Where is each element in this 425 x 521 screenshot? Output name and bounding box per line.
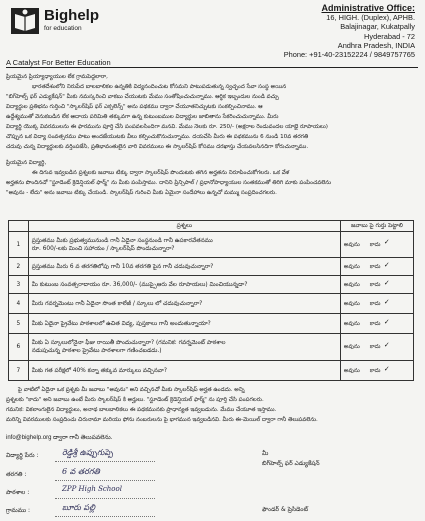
footer-line: పై వాటిలో ఏదైనా ఒక ప్రశ్నకు మీ జవాబు "అవును" అని వచ్చినచో మీకు స్కాలర్‌షిప్ అర్హత ఉండదు. అన్ని xyxy=(18,387,245,393)
row-number: 6 xyxy=(9,334,29,361)
book-logo-icon xyxy=(10,6,40,36)
student-name-value[interactable]: రెడ్డిశ్రీ ఉప్పుగుప్పె xyxy=(62,448,113,457)
row-answer[interactable] xyxy=(340,314,413,334)
row-answer[interactable] xyxy=(340,232,413,258)
school-line xyxy=(55,498,155,499)
student-paragraph xyxy=(6,158,416,198)
question-line: మీకు గత పరీక్షలో 40% కన్నా తక్కువ మార్కులు వచ్చినవా? xyxy=(31,367,167,374)
footer-line: గమనిక: వికలాంగులైన విద్యార్థులు, అనాథ బాలబాలికలు ఈ పథకమునకు ప్రాధాన్యత ఇవ్వబడును. మేము చేయూత ఇస్తాము. xyxy=(6,407,277,413)
row-number: 1 xyxy=(9,232,29,258)
yes-option[interactable]: అవును xyxy=(343,263,360,270)
header-divider xyxy=(6,67,418,68)
row-question xyxy=(28,232,340,258)
header-num-cell xyxy=(9,221,29,232)
school-label: పాఠశాల : xyxy=(6,489,30,496)
student-salutation: ప్రియమైన విద్యార్థి, xyxy=(6,160,47,166)
no-option[interactable]: కాదు xyxy=(369,367,381,374)
row-question xyxy=(28,294,340,314)
question-line: రూ. 600/-లకు మించి సహాయం / స్కాలర్‌షిప్ పొందుచున్నారా? xyxy=(31,245,175,252)
question-line: మీ కుటుంబ సంవత్సరాదాయం రూ. 36,000/- (ముప్పైఆరు వేల రూపాయలు) మించియున్నదా? xyxy=(31,281,248,288)
brand-name: Bighelp xyxy=(44,7,99,24)
row-question xyxy=(28,258,340,276)
table-row xyxy=(9,258,414,276)
yes-option[interactable]: అవును xyxy=(343,320,360,327)
address-line: Balajinagar, Kukatpally xyxy=(340,22,415,32)
checkmark-icon: ✓ xyxy=(383,238,390,246)
class-label: తరగతి : xyxy=(6,471,27,478)
intro-line: ఉద్దేశ్యముతో వెనుకబడిన లేక ఆదాయ పరిమితి తక్కువగా ఉన్న కుటుంబముల విద్యార్థుల జాబితాను సేకరించుచున్నాము. మీరు xyxy=(6,114,279,120)
question-line: మీరు గవర్నమెంటు గానీ ఏదైనా సొంత కాలేజీ / స్కూలు లో చదువుచున్నారా? xyxy=(31,300,203,307)
footer-line: మరిన్ని వివరములకు సంప్రదించు చిరునామా మరియు ఫోను నంబరులను పై భాగమున ఇవ్వబడినవి. మీరు ఈ-మెయిల్ ద్వారా గానీ తెలుపవలెను. xyxy=(6,417,318,423)
signatory-title: ఫౌండర్ & ప్రెసిడెంట్ xyxy=(262,506,309,513)
no-option[interactable]: కాదు xyxy=(369,300,381,307)
no-option[interactable]: కాదు xyxy=(369,320,381,327)
footer-paragraph xyxy=(6,385,416,425)
intro-line: భారతదేశంలోని నిరుపేద బాలబాలికల ఉన్నతికి విద్యనందించుట కోసమని పాటుపడుతున్న స్వచ్ఛంద సేవా సంస్థ అయిన xyxy=(32,84,287,90)
intro-line: చదువు చున్న విద్యార్థులకు వర్తింపజేసి, ప్రతిభావంతులైన వారి వివరములు ఈ స్కాలర్‌షిప్ కోసము దరఖాస్తు చేయవలసినదిగా కోరుచున్నాము. xyxy=(6,144,309,150)
question-line: మీకు ఏ స్కూలులోనైనా ఫీజు రాయితీ పొందుచున్నారా? (గమనిక: గవర్నమెంట్ పాఠశాల xyxy=(31,340,226,346)
no-option[interactable]: కాదు xyxy=(369,344,381,350)
table-row xyxy=(9,294,414,314)
table-row xyxy=(9,276,414,294)
question-line: ప్రస్తుతము మీరు 6 వ తరగతిలోపు గానీ 10వ తరగతి పైన గానీ చదువుచున్నారా? xyxy=(31,263,214,270)
row-number: 4 xyxy=(9,294,29,314)
yes-option[interactable]: అవును xyxy=(343,300,360,307)
address-line: Andhra Pradesh, INDIA xyxy=(337,40,415,50)
checkmark-icon: ✓ xyxy=(383,298,390,306)
question-line: నడుపుచున్న పాఠశాల ప్రైవేటు పాఠశాలగా గణించబడదు.) xyxy=(31,348,162,354)
row-question xyxy=(28,361,340,381)
question-line: ప్రస్తుతము మీకు ప్రభుత్వమునుండి గానీ ఏదైనా సంస్థనుండి గానీ ఉపకారవేతనము xyxy=(31,237,213,244)
question-line: మీకు ఏదైనా ప్రైవేటు పాఠశాలలో ఉచిత విద్య, పుస్తకాలు గానీ అందుతున్నాయా? xyxy=(31,320,211,327)
yes-option[interactable]: అవును xyxy=(343,241,360,248)
address-line: Hyderabad - 72 xyxy=(364,31,415,41)
phone-number: Phone: +91-40-23152224 / 9849757765 xyxy=(283,50,415,60)
header-answer: జవాబు పై గుర్తు పెట్టాలి xyxy=(340,221,413,232)
row-answer[interactable] xyxy=(340,334,413,361)
school-value[interactable]: ZPP High School xyxy=(62,485,122,493)
student-line: "అవును - లేదు" అను జవాబు టిక్కు చేయండి. స్కాలర్‌షిప్ గురించి మీకు ఏమైనా సందేహాలు ఉన్నచో మమ్ము సంప్రదించగలరు. xyxy=(6,190,277,196)
office-address xyxy=(225,4,415,59)
row-number: 5 xyxy=(9,314,29,334)
organisation-name: బిగ్‌హెల్ప్ ఫర్ ఎడ్యుకేషన్ xyxy=(262,460,320,467)
row-number: 3 xyxy=(9,276,29,294)
table-row xyxy=(9,361,414,381)
table-row xyxy=(9,314,414,334)
salutation: ప్రియమైన ప్రియ్యాధ్యాయుల లేక గ్రామపెద్దలారా, xyxy=(6,74,108,80)
no-option[interactable]: కాదు xyxy=(369,263,381,270)
closing-word: మీ xyxy=(262,450,269,457)
eligibility-table xyxy=(8,220,414,381)
checkmark-icon: ✓ xyxy=(383,318,390,326)
row-answer[interactable] xyxy=(340,294,413,314)
row-number: 7 xyxy=(9,361,29,381)
intro-line: చొప్పున ఒక విద్యా సంవత్సరము పాటు అందజేయుటకు వీలు కల్పించుకొనుచున్నాము. దయచేసి మీరు ఈ పథకమును 6 నుండి 10వ తరగతి xyxy=(6,134,309,140)
contact-email: info@bighelp.org ద్వారా గానీ తెలుపవలెను. xyxy=(6,435,113,441)
office-title: Administrative Office: xyxy=(321,3,415,13)
class-value[interactable]: 6 వ తరగతి xyxy=(62,467,100,476)
intro-line: విద్యార్థుల ప్రతిభను గుర్తించి "స్కాలర్‌షిప్ ఫర్ ఎక్సలెన్స్" అను పథకము ద్వారా చేయూతనిచ్చుటకు సంకల్పించినాము. ఆ xyxy=(6,104,263,110)
brand-subtitle: for education xyxy=(44,25,82,32)
checkmark-icon: ✓ xyxy=(383,365,390,373)
no-option[interactable]: కాదు xyxy=(369,241,381,248)
row-number: 2 xyxy=(9,258,29,276)
header-question: ప్రశ్నలు xyxy=(28,221,340,232)
row-question xyxy=(28,276,340,294)
address-line: 16, HIGH. (Duplex), APHB. xyxy=(326,13,415,23)
checkmark-icon: ✓ xyxy=(383,261,390,269)
yes-option[interactable]: అవును xyxy=(343,367,360,374)
class-line xyxy=(55,480,155,481)
student-name-label: విద్యార్థి పేరు : xyxy=(6,452,39,459)
row-answer[interactable] xyxy=(340,258,413,276)
checkmark-icon: ✓ xyxy=(383,341,390,349)
intro-line: "బిగ్‌హెల్ప్ ఫర్ ఎడ్యుకేషన్" మీకు నమస్కరించి వాకబు చేయుటకు మేము సంతోషించుచున్నాము. ఆర్థిక ఇబ్బందుల నుండి వచ్చు xyxy=(6,94,279,100)
table-row xyxy=(9,334,414,361)
table-header-row xyxy=(9,221,414,232)
no-option[interactable]: కాదు xyxy=(369,281,381,288)
row-question xyxy=(28,334,340,361)
student-line: అర్హతను పొందినచో "స్టూడెంట్ క్రెడెన్షియల్ ఫార్మ్" ను మీకు పంపిస్తాము. దానిని ప్రిన్సిపాల్ / ప్రధానోపాధ్యాయుల సంతకముతో తిరిగి మాకు పంపించవలెను xyxy=(6,180,332,186)
row-question xyxy=(28,314,340,334)
yes-option[interactable]: అవును xyxy=(343,281,360,288)
village-value[interactable]: బూరు పల్లి xyxy=(62,503,95,512)
village-line xyxy=(55,516,155,517)
table-row xyxy=(9,232,414,258)
intro-line: విద్యార్థి యొక్క వివరములను ఈ ఫారమును పూర్తి చేసి పంపవలసిందిగా మనవి. మేము నెలకు రూ. 250/- (అక్షరాల రెండువందల యాభై రూపాయలు) xyxy=(6,124,328,130)
yes-option[interactable]: అవును xyxy=(343,344,360,350)
name-line xyxy=(55,461,155,462)
row-answer[interactable] xyxy=(340,276,413,294)
checkmark-icon: ✓ xyxy=(383,279,390,287)
student-line: ఈ దిగువ ఇవ్వబడిన ప్రశ్నలకు జవాబు టిక్కు ద్వారా స్కాలర్‌షిప్ పొందుటకు తగిన అర్హతను నిరూపించుకోగలరు. ఒక వేళ xyxy=(32,170,290,176)
intro-paragraph xyxy=(6,72,416,152)
footer-line: ప్రశ్నలకు "కాదు" అని జవాబు ఉంటే మీరు స్కాలర్‌షిప్ కి అర్హులు. "స్టూడెంట్ క్రెడెన్షియల్ ఫార్మ్" ను పూర్తి చేసి పంపగలరు. xyxy=(6,397,264,403)
village-label: గ్రామము : xyxy=(6,507,31,514)
tagline: A Catalyst For Better Education xyxy=(6,58,111,67)
row-answer[interactable] xyxy=(340,361,413,381)
